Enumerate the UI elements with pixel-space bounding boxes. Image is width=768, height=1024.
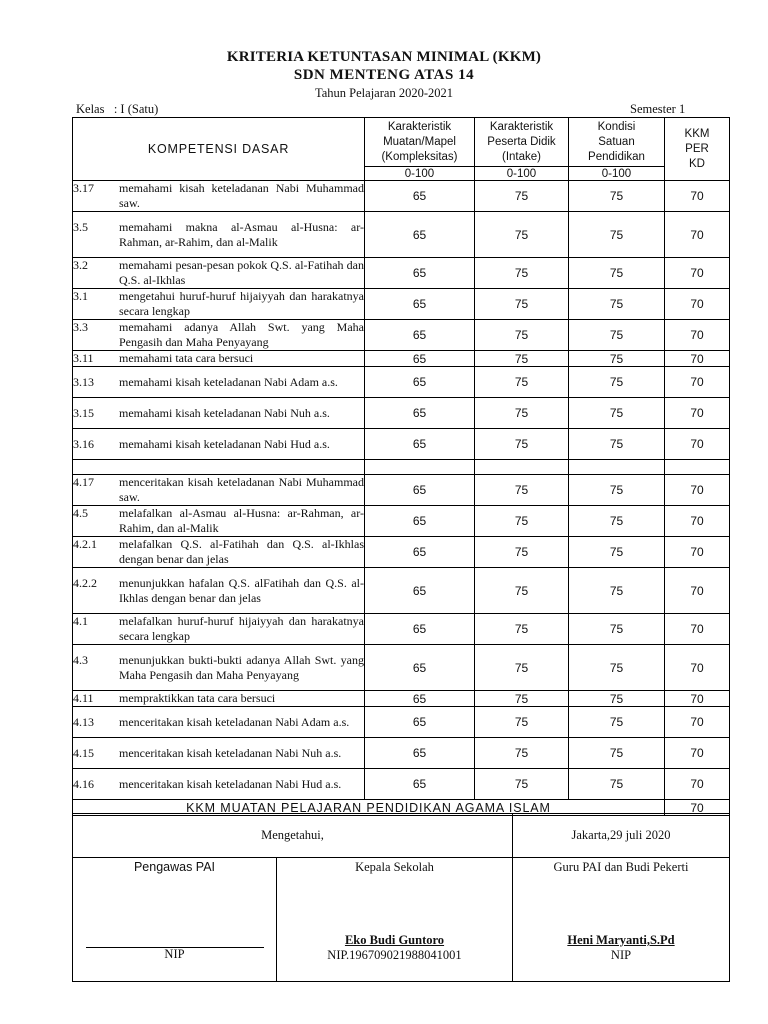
kd-description: memahami tata cara bersuci bbox=[119, 351, 254, 365]
kd-cell bbox=[73, 351, 365, 367]
kompleksitas-header-line: Muatan/Mapel bbox=[383, 135, 456, 148]
kd-cell bbox=[73, 645, 365, 691]
semester-label: Semester 1 bbox=[630, 102, 686, 116]
kompleksitas-value: 65 bbox=[365, 506, 475, 537]
intake-header bbox=[475, 118, 569, 167]
kd-description: menunjukkan bukti-bukti adanya Allah Swt. yang Maha Pengasih dan Maha Penyayang bbox=[119, 652, 364, 682]
satuan-header-line: Pendidikan bbox=[588, 150, 645, 163]
satuan-value: 75 bbox=[569, 738, 665, 769]
intake-value bbox=[475, 460, 569, 475]
kd-code: 4.15 bbox=[73, 745, 94, 760]
kompleksitas-value: 65 bbox=[365, 367, 475, 398]
kompleksitas-value: 65 bbox=[365, 738, 475, 769]
guru-signature-block bbox=[513, 858, 730, 982]
kkm-value: 70 bbox=[665, 320, 730, 351]
kkm-value bbox=[665, 460, 730, 475]
intake-value: 75 bbox=[475, 691, 569, 707]
intake-value: 75 bbox=[475, 506, 569, 537]
intake-value: 75 bbox=[475, 398, 569, 429]
kkm-value: 70 bbox=[665, 645, 730, 691]
kd-description: mengetahui huruf-huruf hijaiyyah dan harakatnya secara lengkap bbox=[119, 289, 364, 318]
kompleksitas-value: 65 bbox=[365, 537, 475, 568]
kd-code: 3.15 bbox=[73, 405, 94, 420]
kompleksitas-value: 65 bbox=[365, 691, 475, 707]
kd-code: 4.2.1 bbox=[73, 537, 97, 551]
kkm-value: 70 bbox=[665, 289, 730, 320]
table-row bbox=[73, 398, 730, 429]
table-row bbox=[73, 351, 730, 367]
kompleksitas-value: 65 bbox=[365, 181, 475, 212]
kd-cell bbox=[73, 181, 365, 212]
kd-code: 3.1 bbox=[73, 289, 88, 303]
kd-description: melafalkan Q.S. al-Fatihah dan Q.S. al-Ikhlas dengan benar dan jelas bbox=[119, 537, 364, 566]
range-cell: 0-100 bbox=[569, 167, 665, 181]
kompleksitas-value: 65 bbox=[365, 769, 475, 800]
satuan-value: 75 bbox=[569, 645, 665, 691]
place-date-cell bbox=[513, 814, 730, 858]
satuan-header-line: Kondisi bbox=[597, 120, 636, 133]
satuan-value: 75 bbox=[569, 212, 665, 258]
kkm-mapel-value: 70 bbox=[665, 800, 730, 816]
table-row bbox=[73, 212, 730, 258]
intake-value: 75 bbox=[475, 475, 569, 506]
kd-description: melafalkan huruf-huruf hijaiyyah dan harakatnya secara lengkap bbox=[119, 614, 364, 643]
document-title: KRITERIA KETUNTASAN MINIMAL (KKM) bbox=[226, 49, 542, 65]
satuan-value: 75 bbox=[569, 475, 665, 506]
kd-cell bbox=[73, 738, 365, 769]
satuan-pendidikan-header bbox=[569, 118, 665, 167]
kkm-value: 70 bbox=[665, 568, 730, 614]
kkm-header-line: PER bbox=[685, 142, 709, 155]
intake-value: 75 bbox=[475, 289, 569, 320]
kkm-value: 70 bbox=[665, 367, 730, 398]
intake-value: 75 bbox=[475, 351, 569, 367]
kkm-value: 70 bbox=[665, 738, 730, 769]
table-header-row bbox=[73, 118, 730, 167]
kompetensi-dasar-header: KOMPETENSI DASAR bbox=[73, 118, 365, 181]
kd-cell bbox=[73, 506, 365, 537]
kd-code: 4.11 bbox=[73, 691, 94, 705]
kompleksitas-value: 65 bbox=[365, 398, 475, 429]
table-row bbox=[73, 181, 730, 212]
satuan-value: 75 bbox=[569, 429, 665, 460]
table-row bbox=[73, 475, 730, 506]
kkm-header-line: KKM bbox=[684, 127, 710, 140]
intake-value: 75 bbox=[475, 645, 569, 691]
kd-code: 3.5 bbox=[73, 219, 88, 234]
kd-description: menceritakan kisah keteladanan Nabi Nuh a.s. bbox=[119, 745, 342, 760]
intake-header-line: (Intake) bbox=[502, 150, 541, 163]
table-row bbox=[73, 707, 730, 738]
satuan-value: 75 bbox=[569, 351, 665, 367]
kd-code: 4.16 bbox=[73, 776, 94, 791]
kkm-mapel-label: KKM MUATAN PELAJARAN PENDIDIKAN AGAMA ISLAM bbox=[73, 800, 665, 816]
table-row bbox=[73, 769, 730, 800]
table-row bbox=[73, 691, 730, 707]
kd-cell bbox=[73, 398, 365, 429]
kd-description: memahami kisah keteladanan Nabi Nuh a.s. bbox=[119, 405, 330, 420]
kd-cell bbox=[73, 537, 365, 568]
satuan-value: 75 bbox=[569, 506, 665, 537]
kd-cell bbox=[73, 568, 365, 614]
kkm-per-kd-header bbox=[665, 118, 730, 181]
table-row bbox=[73, 568, 730, 614]
kd-cell bbox=[73, 460, 365, 475]
kompleksitas-value: 65 bbox=[365, 614, 475, 645]
satuan-value: 75 bbox=[569, 614, 665, 645]
pengawas-nip: NIP bbox=[164, 947, 185, 961]
kompleksitas-header-line: Karakteristik bbox=[387, 120, 452, 133]
table-row bbox=[73, 537, 730, 568]
class-label: Kelas : I (Satu) bbox=[76, 102, 159, 116]
guru-nip: NIP bbox=[610, 948, 632, 962]
satuan-value: 75 bbox=[569, 289, 665, 320]
kd-code: 3.2 bbox=[73, 258, 88, 272]
pengawas-signature-block bbox=[73, 858, 277, 982]
kd-description: memahami makna al-Asmau al-Husna: ar-Rahman, ar-Rahim, dan al-Malik bbox=[119, 219, 364, 249]
kd-cell bbox=[73, 320, 365, 351]
satuan-value: 75 bbox=[569, 258, 665, 289]
kompleksitas-value: 65 bbox=[365, 645, 475, 691]
kd-code: 4.1 bbox=[73, 614, 88, 628]
satuan-value bbox=[569, 460, 665, 475]
satuan-value: 75 bbox=[569, 568, 665, 614]
satuan-value: 75 bbox=[569, 691, 665, 707]
satuan-value: 75 bbox=[569, 707, 665, 738]
table-row bbox=[73, 614, 730, 645]
mengetahui-cell bbox=[73, 814, 513, 858]
kd-description: memahami kisah keteladanan Nabi Hud a.s. bbox=[119, 436, 330, 451]
table-row bbox=[73, 367, 730, 398]
kepsek-title: Kepala Sekolah bbox=[355, 860, 434, 874]
kompleksitas-value: 65 bbox=[365, 320, 475, 351]
kompleksitas-value: 65 bbox=[365, 475, 475, 506]
kompleksitas-header bbox=[365, 118, 475, 167]
kompleksitas-value: 65 bbox=[365, 289, 475, 320]
kkm-table bbox=[72, 117, 730, 816]
kkm-value: 70 bbox=[665, 475, 730, 506]
kd-description: menceritakan kisah keteladanan Nabi Muhammad saw. bbox=[119, 475, 364, 504]
kd-cell bbox=[73, 258, 365, 289]
kkm-value: 70 bbox=[665, 769, 730, 800]
table-row bbox=[73, 429, 730, 460]
kepsek-nip: NIP.196709021988041001 bbox=[327, 948, 462, 962]
kd-code: 4.5 bbox=[73, 506, 88, 520]
kd-code: 4.3 bbox=[73, 652, 88, 667]
intake-value: 75 bbox=[475, 367, 569, 398]
kd-description: menceritakan kisah keteladanan Nabi Hud a.s. bbox=[119, 776, 342, 791]
kkm-value: 70 bbox=[665, 429, 730, 460]
kepsek-name: Eko Budi Guntoro bbox=[344, 933, 445, 947]
kkm-value: 70 bbox=[665, 614, 730, 645]
kd-description: memahami pesan-pesan pokok Q.S. al-Fatihah dan Q.S. al-Ikhlas bbox=[119, 258, 364, 287]
kd-cell bbox=[73, 614, 365, 645]
kd-cell bbox=[73, 212, 365, 258]
kkm-value: 70 bbox=[665, 398, 730, 429]
kkm-value: 70 bbox=[665, 258, 730, 289]
kd-cell bbox=[73, 289, 365, 320]
intake-value: 75 bbox=[475, 614, 569, 645]
kompleksitas-value: 65 bbox=[365, 351, 475, 367]
guru-name: Heni Maryanti,S.Pd bbox=[567, 933, 675, 947]
kompleksitas-value: 65 bbox=[365, 258, 475, 289]
kd-description: melafalkan al-Asmau al-Husna: ar-Rahman, ar-Rahim, dan al-Malik bbox=[119, 506, 364, 535]
place-date-text: Jakarta,29 juli 2020 bbox=[571, 828, 671, 842]
kd-description: memahami kisah keteladanan Nabi Adam a.s. bbox=[119, 374, 338, 389]
satuan-value: 75 bbox=[569, 537, 665, 568]
kkm-value: 70 bbox=[665, 212, 730, 258]
range-cell: 0-100 bbox=[475, 167, 569, 181]
kd-code: 4.17 bbox=[73, 475, 94, 489]
satuan-value: 75 bbox=[569, 769, 665, 800]
intake-value: 75 bbox=[475, 212, 569, 258]
kd-code: 3.3 bbox=[73, 320, 88, 334]
kompleksitas-value bbox=[365, 460, 475, 475]
table-row bbox=[73, 645, 730, 691]
guru-title: Guru PAI dan Budi Pekerti bbox=[553, 860, 689, 874]
kkm-value: 70 bbox=[665, 506, 730, 537]
kd-code: 4.2.2 bbox=[73, 575, 97, 590]
intake-value: 75 bbox=[475, 429, 569, 460]
kkm-value: 70 bbox=[665, 707, 730, 738]
kd-code: 3.16 bbox=[73, 436, 94, 451]
intake-header-line: Karakteristik bbox=[489, 120, 554, 133]
kd-cell bbox=[73, 429, 365, 460]
kd-cell bbox=[73, 367, 365, 398]
kd-description: memahami adanya Allah Swt. yang Maha Pengasih dan Maha Penyayang bbox=[119, 320, 364, 349]
kompleksitas-value: 65 bbox=[365, 212, 475, 258]
academic-year: Tahun Pelajaran 2020-2021 bbox=[315, 86, 453, 100]
kd-description: menceritakan kisah keteladanan Nabi Adam a.s. bbox=[119, 714, 350, 729]
satuan-value: 75 bbox=[569, 398, 665, 429]
kkm-value: 70 bbox=[665, 691, 730, 707]
kompleksitas-value: 65 bbox=[365, 429, 475, 460]
kompleksitas-value: 65 bbox=[365, 707, 475, 738]
kompleksitas-value: 65 bbox=[365, 568, 475, 614]
mengetahui-text: Mengetahui, bbox=[261, 828, 324, 842]
table-row bbox=[73, 320, 730, 351]
kkm-value: 70 bbox=[665, 351, 730, 367]
table-row bbox=[73, 258, 730, 289]
kd-description: memahami kisah keteladanan Nabi Muhammad saw. bbox=[119, 181, 364, 210]
kompleksitas-header-line: (Kompleksitas) bbox=[381, 150, 458, 163]
kd-cell bbox=[73, 475, 365, 506]
satuan-value: 75 bbox=[569, 320, 665, 351]
kd-code: 3.11 bbox=[73, 351, 94, 365]
table-row bbox=[73, 460, 730, 475]
table-row bbox=[73, 289, 730, 320]
kepsek-signature-block bbox=[277, 858, 513, 982]
intake-value: 75 bbox=[475, 537, 569, 568]
kd-cell bbox=[73, 769, 365, 800]
signature-table bbox=[72, 813, 730, 982]
intake-value: 75 bbox=[475, 568, 569, 614]
range-cell: 0-100 bbox=[365, 167, 475, 181]
intake-value: 75 bbox=[475, 738, 569, 769]
intake-value: 75 bbox=[475, 320, 569, 351]
intake-value: 75 bbox=[475, 258, 569, 289]
kkm-value: 70 bbox=[665, 181, 730, 212]
kd-code: 3.17 bbox=[73, 181, 94, 195]
intake-header-line: Peserta Didik bbox=[487, 135, 556, 148]
kd-code: 3.13 bbox=[73, 374, 94, 389]
kd-cell bbox=[73, 707, 365, 738]
table-row bbox=[73, 738, 730, 769]
satuan-header-line: Satuan bbox=[598, 135, 635, 148]
intake-value: 75 bbox=[475, 181, 569, 212]
table-row bbox=[73, 506, 730, 537]
kkm-value: 70 bbox=[665, 537, 730, 568]
pengawas-title: Pengawas PAI bbox=[133, 860, 216, 874]
intake-value: 75 bbox=[475, 707, 569, 738]
kkm-header-line: KD bbox=[689, 157, 705, 170]
satuan-value: 75 bbox=[569, 367, 665, 398]
kd-cell bbox=[73, 691, 365, 707]
school-name: SDN MENTENG ATAS 14 bbox=[293, 67, 475, 83]
intake-value: 75 bbox=[475, 769, 569, 800]
kd-description: mempraktikkan tata cara bersuci bbox=[119, 691, 276, 705]
satuan-value: 75 bbox=[569, 181, 665, 212]
kd-code: 4.13 bbox=[73, 714, 94, 729]
kd-description: menunjukkan hafalan Q.S. alFatihah dan Q.S. al-Ikhlas dengan benar dan jelas bbox=[119, 575, 364, 605]
